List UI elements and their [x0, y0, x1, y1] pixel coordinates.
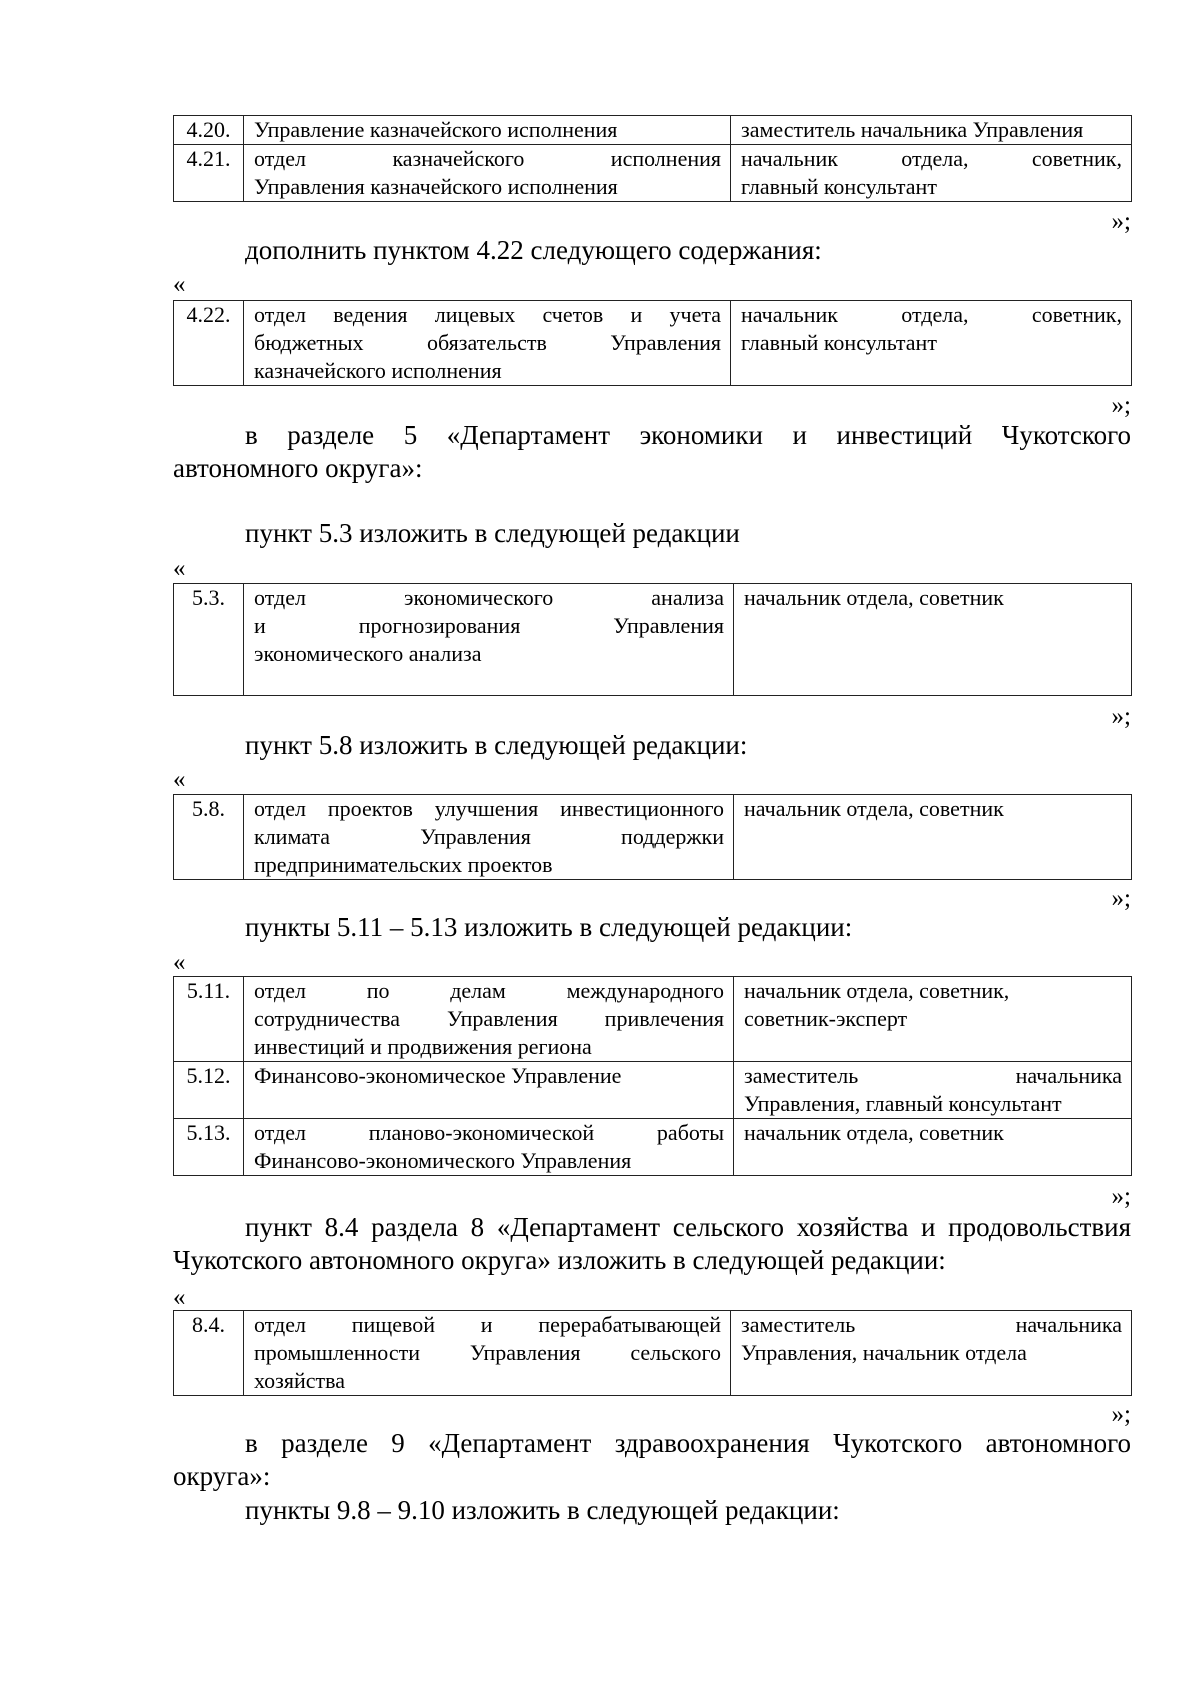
table-item-5-8	[173, 794, 1132, 880]
row-number: 4.21.	[174, 145, 244, 202]
paragraph: пункт 5.3 изложить в следующей редакции	[245, 518, 740, 548]
table-row	[174, 1119, 1132, 1176]
unit-name: отдел планово-экономической работы Финансово-экономического Управления	[244, 1119, 734, 1176]
position-title: заместитель начальника Управления, начальник отдела	[731, 1311, 1132, 1396]
position-title: заместитель начальника Управления, главный консультант	[734, 1062, 1132, 1119]
table-row	[174, 977, 1132, 1062]
unit-name: Финансово-экономическое Управление	[244, 1062, 734, 1119]
unit-name: отдел проектов улучшения инвестиционного климата Управления поддержки предпринимательских проектов	[244, 795, 734, 880]
opening-quote: «	[173, 766, 186, 793]
paragraph: в разделе 9 «Департамент здравоохранения Чукотского автономного округа»:	[173, 1428, 1131, 1491]
position-title: начальник отдела, советник	[734, 584, 1132, 696]
closing-quote: »;	[1111, 1183, 1131, 1210]
unit-name: отдел пищевой и перерабатывающей промышленности Управления сельского хозяйства	[244, 1311, 731, 1396]
table-row	[174, 584, 1132, 696]
unit-name: отдел казначейского исполнения Управления казначейского исполнения	[244, 145, 731, 202]
row-number: 8.4.	[174, 1311, 244, 1396]
paragraph: дополнить пунктом 4.22 следующего содержания:	[245, 235, 822, 265]
table-items-5-11-5-13	[173, 976, 1132, 1176]
closing-quote: »;	[1111, 208, 1131, 235]
row-number: 5.13.	[174, 1119, 244, 1176]
paragraph: пункт 5.8 изложить в следующей редакции:	[245, 730, 748, 760]
row-number: 5.8.	[174, 795, 244, 880]
position-title: начальник отдела, советник	[734, 1119, 1132, 1176]
closing-quote: »;	[1111, 885, 1131, 912]
table-row	[174, 116, 1132, 145]
row-number: 5.12.	[174, 1062, 244, 1119]
opening-quote: «	[173, 949, 186, 976]
table-row	[174, 795, 1132, 880]
table-item-4-22	[173, 300, 1132, 386]
unit-name: отдел экономического анализа и прогнозирования Управления экономического анализа	[244, 584, 734, 696]
position-title: начальник отдела, советник	[734, 795, 1132, 880]
table-item-8-4	[173, 1310, 1132, 1396]
table-items-4-20-4-21	[173, 115, 1132, 202]
closing-quote: »;	[1111, 1401, 1131, 1428]
closing-quote: »;	[1111, 392, 1131, 419]
position-title: начальник отдела, советник, главный консультант	[731, 145, 1132, 202]
opening-quote: «	[173, 271, 186, 298]
table-row	[174, 1062, 1132, 1119]
row-number: 5.11.	[174, 977, 244, 1062]
row-number: 4.22.	[174, 301, 244, 386]
table-item-5-3	[173, 583, 1132, 696]
unit-name: отдел ведения лицевых счетов и учета бюджетных обязательств Управления казначейского исполнения	[244, 301, 731, 386]
position-title: начальник отдела, советник, главный консультант	[731, 301, 1132, 386]
paragraph: пункты 5.11 – 5.13 изложить в следующей редакции:	[245, 912, 853, 942]
unit-name: отдел по делам международного сотрудничества Управления привлечения инвестиций и продвижения региона	[244, 977, 734, 1062]
opening-quote: «	[173, 555, 186, 582]
table-row	[174, 301, 1132, 386]
row-number: 4.20.	[174, 116, 244, 145]
paragraph: в разделе 5 «Департамент экономики и инвестиций Чукотского автономного округа»:	[173, 420, 1131, 483]
position-title: начальник отдела, советник, советник-эксперт	[734, 977, 1132, 1062]
row-number: 5.3.	[174, 584, 244, 696]
closing-quote: »;	[1111, 703, 1131, 730]
paragraph: пункт 8.4 раздела 8 «Департамент сельского хозяйства и продовольствия Чукотского автономного округа» изложить в следующей редакции:	[173, 1212, 1131, 1275]
opening-quote: «	[173, 1284, 186, 1311]
position-title: заместитель начальника Управления	[731, 116, 1132, 145]
unit-name: Управление казначейского исполнения	[244, 116, 731, 145]
table-row	[174, 1311, 1132, 1396]
paragraph: пункты 9.8 – 9.10 изложить в следующей редакции:	[245, 1495, 840, 1525]
table-row	[174, 145, 1132, 202]
